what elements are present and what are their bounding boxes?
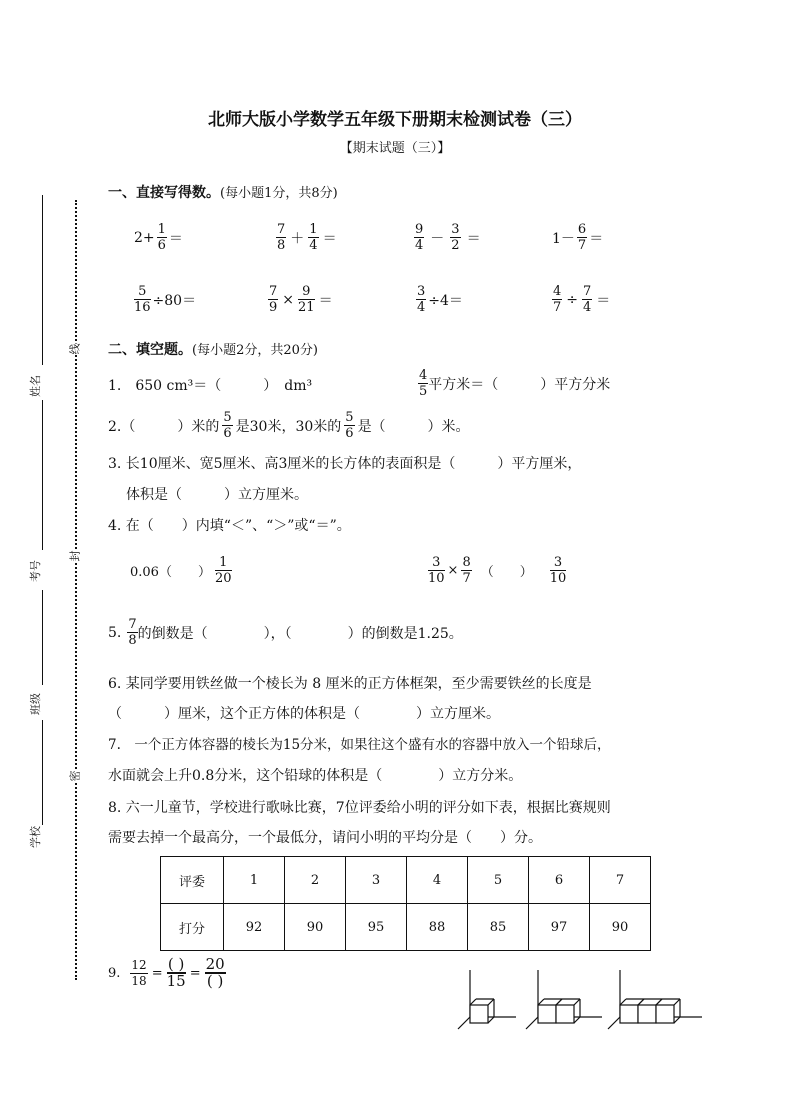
cube-edge [674, 999, 680, 1005]
table-cell: 88 [407, 904, 468, 951]
cube-edge [488, 1017, 494, 1023]
cube-axis [458, 1017, 470, 1029]
page-subtitle: 【期末试题（三）】 [339, 141, 451, 156]
calc-4: 1－ 6 7 ＝ [552, 222, 604, 253]
label-class: 班级 [29, 693, 42, 715]
calc-8: $\frac{4}{7}$ ÷ $\frac{7}{4}$ ＝ [553, 284, 611, 315]
section1-heading: 一、直接写得数。(每小题1分，共8分) [108, 185, 338, 201]
table-header-cell: 评委 [161, 857, 224, 904]
table-cell: 2 [285, 857, 346, 904]
cube-edge [574, 999, 580, 1005]
cube-edge [488, 999, 494, 1005]
section2-heading: 二、填空题。(每小题2分，共20分) [108, 342, 318, 358]
table-cell: 5 [468, 857, 529, 904]
question-9: 9. $\frac{12}{18}$ = ( ) 15 = 20 ( ) [108, 955, 225, 990]
question-7-line1: 7. 一个正方体容器的棱长为15分米，如果往这个盛有水的容器中放入一个铅球后， [108, 737, 611, 753]
calc-1: 2+ $\frac{1}{6}$ ＝ [134, 222, 183, 253]
question-8-line2: 需要去掉一个最高分，一个最低分，请问小明的平均分是（ ）分。 [108, 830, 542, 846]
cube-front-face [620, 1005, 638, 1023]
table-cell: 4 [407, 857, 468, 904]
cube-figures [455, 965, 705, 1040]
question-2: 2.（ ）米的 5 6 是30米，30米的 5 6 是（ ）米。 [108, 410, 470, 441]
cube-front-face [656, 1005, 674, 1023]
question-1b: 4 5 平方米＝（ ）平方分米 [419, 368, 611, 399]
cube-front-face [538, 1005, 556, 1023]
seal-mark-seal: 封 [68, 550, 82, 562]
cube-edge [538, 999, 544, 1005]
margin-solid-line [42, 195, 43, 365]
cube-axis [608, 1017, 620, 1029]
table-row [161, 904, 651, 951]
cube-front-face [556, 1005, 574, 1023]
question-4b: $\frac{3}{10}$ × $\frac{8}{7}$ （ ） 3 10 [428, 555, 567, 586]
table-cell: 97 [529, 904, 590, 951]
margin-solid-line [42, 400, 43, 550]
calc-5: $\frac{5}{16}$ ÷80＝ [134, 284, 197, 315]
calc-7: $\frac{3}{4}$ ÷4＝ [417, 284, 463, 315]
table-cell: 1 [224, 857, 285, 904]
cube-edge [470, 999, 476, 1005]
calc-2: 7 8 ＋ 1 4 ＝ [277, 222, 337, 253]
question-4a: 0.06（ ） 1 20 [130, 555, 232, 586]
table-cell: 3 [346, 857, 407, 904]
cube-front-face [470, 1005, 488, 1023]
cube-front-face [638, 1005, 656, 1023]
label-name: 姓名 [29, 375, 42, 397]
question-5: 5. 7 8 的倒数是（ ），（ ）的倒数是1.25。 [108, 617, 463, 648]
cube-edge [674, 1017, 680, 1023]
calc-6: $\frac{7}{9}$ × $\frac{9}{21}$ ＝ [269, 284, 333, 315]
question-4: 4. 在（ ）内填“＜”、“＞”或“＝”。 [108, 518, 351, 534]
table-cell: 90 [590, 904, 651, 951]
table-cell: 95 [346, 904, 407, 951]
question-6-line1: 6. 某同学要用铁丝做一个棱长为 8 厘米的正方体框架，至少需要铁丝的长度是 [108, 676, 592, 692]
table-cell: 85 [468, 904, 529, 951]
cube-edge [638, 999, 644, 1005]
seal-mark-line: 线 [68, 343, 82, 355]
cube-edge [556, 999, 562, 1005]
table-cell: 92 [224, 904, 285, 951]
question-1a: 1. 650 cm³＝（ ） dm³ [108, 378, 313, 394]
cube-edge [574, 1017, 580, 1023]
cube-edge [656, 999, 662, 1005]
calc-3: 9 4 － 3 2 ＝ [415, 222, 481, 253]
cube-axis [526, 1017, 538, 1029]
question-6-line2: （ ）厘米，这个正方体的体积是（ ）立方厘米。 [108, 706, 500, 722]
margin-dotted-line [75, 200, 77, 980]
table-cell: 7 [590, 857, 651, 904]
question-7-line2: 水面就会上升0.8分米，这个铅球的体积是（ ）立方分米。 [108, 768, 523, 784]
margin-solid-line [42, 720, 43, 825]
question-3-line1: 3. 长10厘米、宽5厘米、高3厘米的长方体的表面积是（ ）平方厘米， [108, 456, 582, 472]
label-school: 学校 [29, 826, 42, 848]
question-8-line1: 8. 六一儿童节，学校进行歌咏比赛，7位评委给小明的评分如下表，根据比赛规则 [108, 800, 611, 816]
table-cell: 6 [529, 857, 590, 904]
question-3-line2: 体积是（ ）立方厘米。 [126, 487, 308, 503]
margin-solid-line [42, 590, 43, 685]
table-cell: 90 [285, 904, 346, 951]
table-row [161, 857, 651, 904]
cube-edge [620, 999, 626, 1005]
seal-mark-secret: 密 [68, 770, 82, 782]
table-header-cell: 打分 [161, 904, 224, 951]
page-title: 北师大版小学数学五年级下册期末检测试卷（三） [208, 110, 582, 130]
score-table [160, 856, 651, 951]
label-exam-number: 考号 [29, 560, 42, 582]
